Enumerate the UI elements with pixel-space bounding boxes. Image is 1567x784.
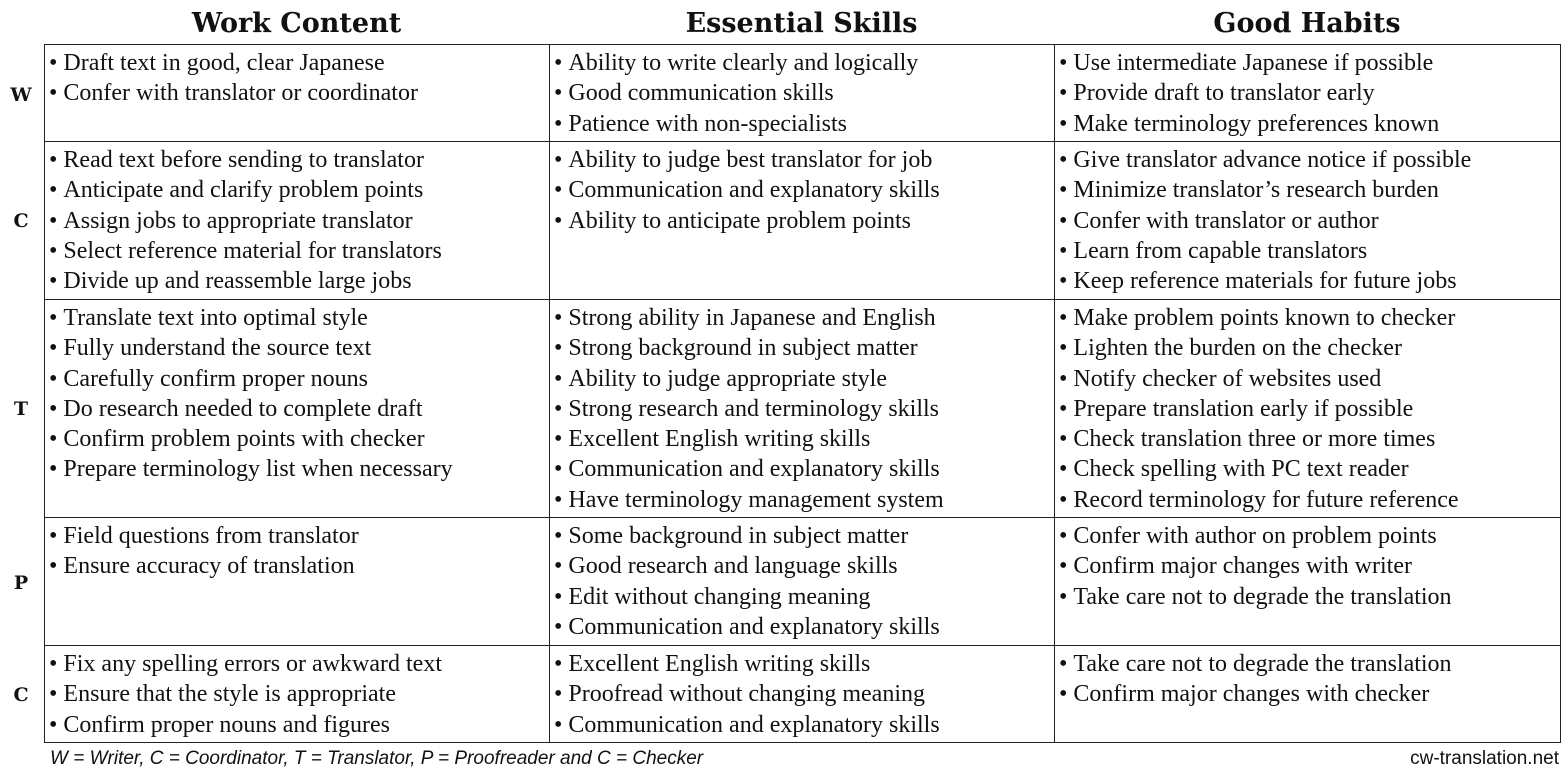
list-item: • Strong research and terminology skills — [554, 394, 1050, 424]
list-item: • Strong ability in Japanese and English — [554, 303, 1050, 333]
role-legend: W = Writer, C = Coordinator, T = Translator, P = Proofreader and C = Checker — [50, 748, 704, 769]
header-work-content: Work Content — [191, 8, 402, 39]
row-label-writer: W — [10, 84, 32, 106]
list-item: • Check translation three or more times — [1059, 424, 1556, 454]
list-item: • Select reference material for translators — [49, 236, 545, 266]
row-label-checker: C — [13, 684, 29, 706]
cell-good-habits — [1055, 45, 1561, 142]
table-row-writer — [45, 45, 1561, 142]
list-item: • Provide draft to translator early — [1059, 78, 1556, 108]
list-item: • Ensure accuracy of translation — [49, 551, 545, 581]
table-row-translator — [45, 300, 1561, 518]
list-item: • Fully understand the source text — [49, 333, 545, 363]
list-item: • Strong background in subject matter — [554, 333, 1050, 363]
list-item: • Proofread without changing meaning — [554, 679, 1050, 709]
list-item: • Confer with translator or author — [1059, 206, 1556, 236]
list-item: • Good communication skills — [554, 78, 1050, 108]
row-label-coordinator: C — [13, 210, 29, 232]
cell-work-content — [45, 45, 550, 142]
cell-essential-skills — [550, 45, 1055, 142]
cell-work-content — [45, 300, 550, 518]
cell-work-content — [45, 646, 550, 743]
table-row-checker — [45, 646, 1561, 743]
table-row-coordinator — [45, 142, 1561, 300]
list-item: • Confirm problem points with checker — [49, 424, 545, 454]
list-item: • Ability to judge appropriate style — [554, 364, 1050, 394]
cell-good-habits — [1055, 518, 1561, 646]
list-item: • Edit without changing meaning — [554, 582, 1050, 612]
list-item: • Make problem points known to checker — [1059, 303, 1556, 333]
cell-essential-skills — [550, 142, 1055, 300]
list-item: • Anticipate and clarify problem points — [49, 175, 545, 205]
list-item: • Ensure that the style is appropriate — [49, 679, 545, 709]
row-label-proofreader: P — [13, 572, 29, 594]
list-item: • Ability to anticipate problem points — [554, 206, 1050, 236]
cell-good-habits — [1055, 646, 1561, 743]
header-good-habits: Good Habits — [1213, 8, 1401, 39]
list-item: • Take care not to degrade the translation — [1059, 649, 1556, 679]
list-item: • Translate text into optimal style — [49, 303, 545, 333]
list-item: • Draft text in good, clear Japanese — [49, 48, 545, 78]
list-item: • Take care not to degrade the translation — [1059, 582, 1556, 612]
list-item: • Carefully confirm proper nouns — [49, 364, 545, 394]
list-item: • Prepare terminology list when necessary — [49, 454, 545, 484]
list-item: • Assign jobs to appropriate translator — [49, 206, 545, 236]
list-item: • Divide up and reassemble large jobs — [49, 266, 545, 296]
list-item: • Do research needed to complete draft — [49, 394, 545, 424]
list-item: • Learn from capable translators — [1059, 236, 1556, 266]
list-item: • Excellent English writing skills — [554, 649, 1050, 679]
cell-good-habits — [1055, 300, 1561, 518]
list-item: • Ability to write clearly and logically — [554, 48, 1050, 78]
cell-essential-skills — [550, 300, 1055, 518]
list-item: • Notify checker of websites used — [1059, 364, 1556, 394]
cell-good-habits — [1055, 142, 1561, 300]
list-item: • Confer with translator or coordinator — [49, 78, 545, 108]
roles-table — [44, 44, 1561, 743]
list-item: • Prepare translation early if possible — [1059, 394, 1556, 424]
list-item: • Communication and explanatory skills — [554, 612, 1050, 642]
site-credit: cw-translation.net — [1410, 748, 1559, 769]
list-item: • Record terminology for future reference — [1059, 485, 1556, 515]
list-item: • Field questions from translator — [49, 521, 545, 551]
list-item: • Confirm major changes with checker — [1059, 679, 1556, 709]
list-item: • Read text before sending to translator — [49, 145, 545, 175]
list-item: • Give translator advance notice if possible — [1059, 145, 1556, 175]
list-item: • Lighten the burden on the checker — [1059, 333, 1556, 363]
list-item: • Confirm major changes with writer — [1059, 551, 1556, 581]
cell-essential-skills — [550, 518, 1055, 646]
list-item: • Patience with non-specialists — [554, 109, 1050, 139]
list-item: • Make terminology preferences known — [1059, 109, 1556, 139]
list-item: • Keep reference materials for future jobs — [1059, 266, 1556, 296]
list-item: • Confirm proper nouns and figures — [49, 710, 545, 740]
cell-work-content — [45, 142, 550, 300]
list-item: • Check spelling with PC text reader — [1059, 454, 1556, 484]
list-item: • Fix any spelling errors or awkward text — [49, 649, 545, 679]
cell-work-content — [45, 518, 550, 646]
row-label-translator: T — [13, 398, 29, 420]
list-item: • Communication and explanatory skills — [554, 175, 1050, 205]
list-item: • Good research and language skills — [554, 551, 1050, 581]
cell-essential-skills — [550, 646, 1055, 743]
list-item: • Have terminology management system — [554, 485, 1050, 515]
list-item: • Minimize translator’s research burden — [1059, 175, 1556, 205]
list-item: • Ability to judge best translator for job — [554, 145, 1050, 175]
column-header-row — [44, 4, 1560, 44]
list-item: • Excellent English writing skills — [554, 424, 1050, 454]
list-item: • Communication and explanatory skills — [554, 454, 1050, 484]
list-item: • Use intermediate Japanese if possible — [1059, 48, 1556, 78]
list-item: • Some background in subject matter — [554, 521, 1050, 551]
list-item: • Communication and explanatory skills — [554, 710, 1050, 740]
table-row-proofreader — [45, 518, 1561, 646]
header-essential-skills: Essential Skills — [685, 8, 918, 39]
list-item: • Confer with author on problem points — [1059, 521, 1556, 551]
